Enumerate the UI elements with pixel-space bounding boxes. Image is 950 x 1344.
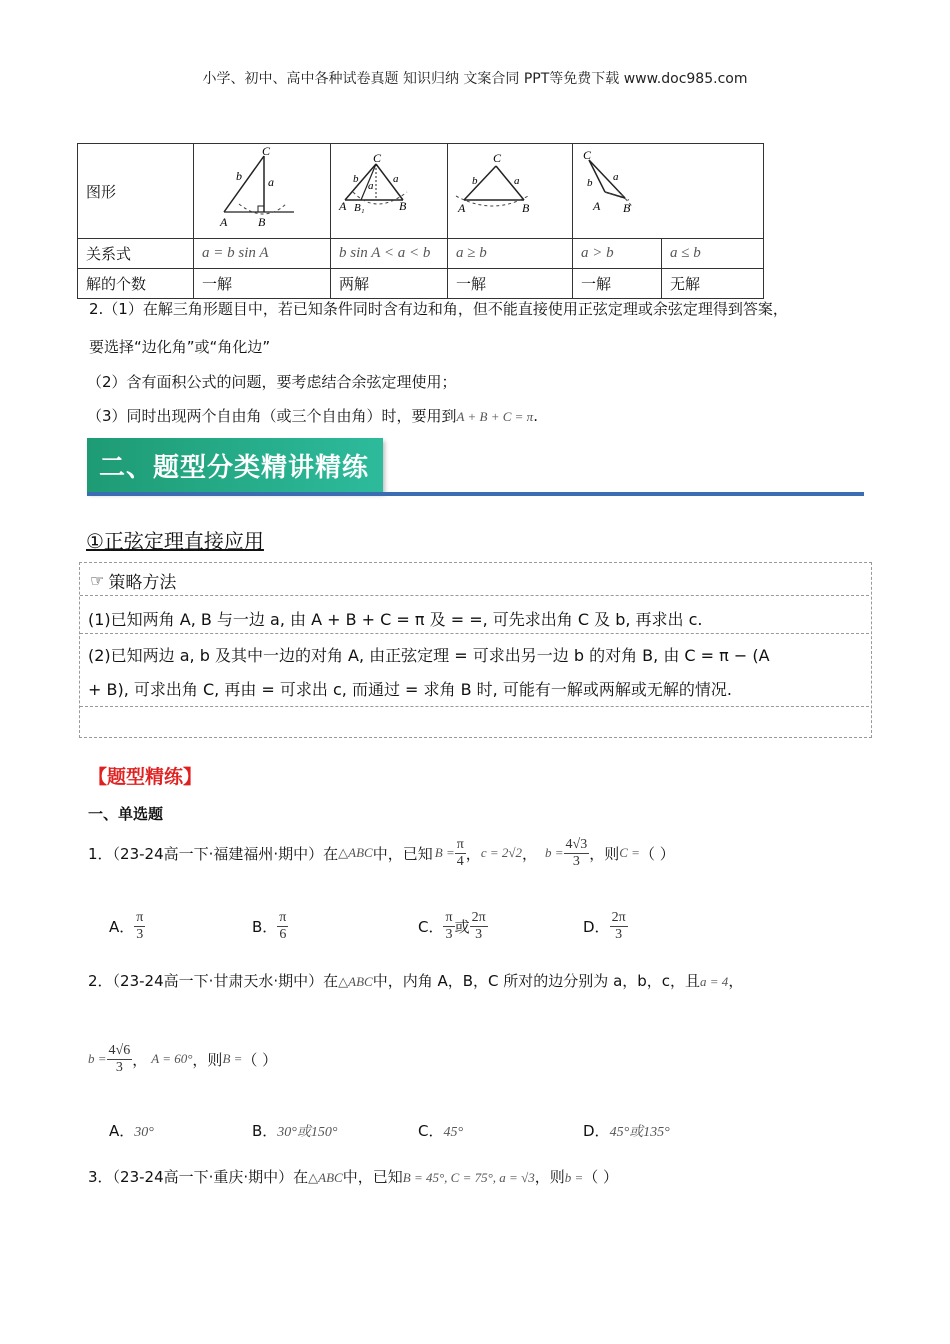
section-rule bbox=[87, 492, 864, 496]
q1-given: 中，已知 bbox=[372, 844, 433, 863]
question-1: 1．（23-24高一下·福建福州·期中）在 △ABC 中，已知 B = $\frac{\pi}{4}$ ， c = 2√2 ， b = $\frac{4√3}{3}$ ，则 C = （ ） bbox=[88, 836, 675, 869]
label-A: A bbox=[593, 199, 601, 213]
note-3-text: （3）同时出现两个自由角（或三个自由角）时，要用到 bbox=[87, 407, 457, 425]
q1-then: ，则 bbox=[589, 844, 620, 863]
q1-option-a[interactable] bbox=[109, 910, 145, 943]
pointing-hand-icon: ☞ bbox=[90, 571, 105, 590]
q2-comma: ， bbox=[728, 972, 744, 990]
label-b: b bbox=[353, 173, 359, 185]
q1-b-frac bbox=[564, 837, 590, 870]
option-or: 或 bbox=[454, 918, 470, 936]
strategy-point-2a: (2)已知两边 a, b 及其中一边的对角 A, 由正弦定理 = 可求出另一边 b 的对角 B, 由 C = π − (A bbox=[88, 646, 770, 665]
frac-den: 3 bbox=[615, 927, 623, 942]
option-frac bbox=[610, 910, 628, 943]
label-B: B bbox=[623, 201, 631, 215]
count-2: 两解 bbox=[331, 269, 448, 299]
note-1a: 2.（1）在解三角形题目中，若已知条件同时含有边和角，但不能直接使用正弦定理或余弦定理得到答案， bbox=[89, 300, 788, 318]
obtuse-figure bbox=[573, 144, 763, 234]
q2-option-a[interactable] bbox=[109, 1120, 154, 1141]
right-triangle-figure bbox=[194, 144, 330, 234]
strategy-point-2b: + B), 可求出角 C, 再由 = 可求出 c, 而通过 = 求角 B 时, 可能有一解或两解或无解的情况. bbox=[88, 680, 732, 699]
label-b: b bbox=[472, 175, 478, 187]
option-text: 45°或135° bbox=[609, 1125, 670, 1140]
option-text: 45° bbox=[443, 1125, 464, 1140]
q2-triangle: △ABC bbox=[338, 974, 373, 989]
option-frac-2 bbox=[470, 910, 488, 943]
relation-5: a ≤ b bbox=[662, 239, 764, 269]
relation-4: a > b bbox=[573, 239, 662, 269]
header-watermark: 小学、初中、高中各种试卷真题 知识归纳 文案合同 PPT等免费下载 www.doc985.com bbox=[202, 71, 748, 87]
figure-3 bbox=[448, 144, 573, 239]
option-letter: A． bbox=[109, 918, 135, 936]
q2-paren: （ ） bbox=[242, 1050, 278, 1069]
q2-A: A = 60° bbox=[151, 1051, 193, 1066]
label-c: C bbox=[373, 151, 382, 165]
q2-b-den: 3 bbox=[115, 1059, 123, 1075]
q1-B-num: π bbox=[456, 836, 464, 852]
q2-then: ，则 bbox=[192, 1050, 223, 1069]
option-frac bbox=[443, 910, 454, 943]
q1-b-lhs: b = bbox=[545, 845, 564, 860]
q1-source: 1．（23-24高一下·福建福州·期中）在 bbox=[88, 844, 339, 863]
option-letter: C． bbox=[418, 918, 444, 936]
count-1: 一解 bbox=[194, 269, 331, 299]
label-c: C bbox=[262, 144, 271, 158]
q2-option-d[interactable] bbox=[583, 1120, 670, 1141]
label-B: B bbox=[399, 199, 407, 213]
frac-den: 3 bbox=[475, 927, 483, 942]
label-c: C bbox=[583, 148, 592, 162]
section-banner-text: 二、题型分类精讲精练 bbox=[99, 453, 370, 483]
frac-num: π bbox=[279, 910, 287, 925]
q1-c: c = 2√2 bbox=[480, 845, 522, 860]
practice-subtitle: 一、单选题 bbox=[88, 805, 164, 823]
option-letter: C． bbox=[418, 1122, 444, 1140]
question-2-line-1 bbox=[88, 970, 743, 991]
q2-b-num: 4√6 bbox=[108, 1042, 131, 1058]
note-1b: 要选择“边化角”或“角化边” bbox=[89, 338, 271, 356]
strategy-row-divider bbox=[80, 706, 869, 707]
strategy-point-1: (1)已知两角 A, B 与一边 a, 由 A + B + C = π 及 = =, 可先求出角 C 及 b, 再求出 c. bbox=[88, 610, 703, 629]
subsection-title: ①正弦定理直接应用 bbox=[86, 529, 264, 553]
q1-B-frac bbox=[455, 837, 466, 870]
q2-given: 中，内角 A，B，C 所对的边分别为 a，b，c，且 bbox=[372, 972, 701, 990]
q1-paren: （ ） bbox=[639, 844, 675, 863]
q3-source: 3．（23-24高一下·重庆·期中）在 bbox=[88, 1168, 309, 1186]
option-text: 30°或150° bbox=[277, 1125, 338, 1140]
frac-den: 3 bbox=[136, 927, 144, 942]
label-B: B bbox=[258, 215, 266, 229]
q1-option-d[interactable] bbox=[583, 910, 628, 943]
q1-triangle: △ABC bbox=[338, 845, 373, 860]
option-letter: B． bbox=[252, 918, 278, 936]
frac-num: 2π bbox=[471, 910, 486, 925]
label-b: b bbox=[587, 177, 593, 189]
row-label-relation: 关系式 bbox=[78, 239, 194, 269]
q2-option-c[interactable] bbox=[418, 1120, 463, 1141]
label-c: C bbox=[493, 151, 502, 165]
note-2: （2）含有面积公式的问题，要考虑结合余弦定理使用； bbox=[87, 373, 457, 391]
section-banner bbox=[87, 438, 383, 492]
q1-ask: C = bbox=[619, 845, 640, 860]
q1-option-c[interactable] bbox=[418, 910, 488, 943]
strategy-header-row bbox=[80, 563, 869, 596]
note-3-math: A + B + C = π bbox=[456, 409, 534, 424]
label-a2: a bbox=[393, 173, 399, 185]
q1-option-b[interactable] bbox=[252, 910, 288, 943]
option-letter: D． bbox=[583, 1122, 610, 1140]
q3-triangle: △ABC bbox=[308, 1170, 343, 1185]
relation-2: b sin A < a < b bbox=[331, 239, 448, 269]
label-a: a bbox=[514, 175, 520, 187]
count-3: 一解 bbox=[448, 269, 573, 299]
q2-b-frac bbox=[107, 1043, 133, 1076]
frac-den: 6 bbox=[279, 927, 287, 942]
acute-one-solution-figure bbox=[448, 144, 572, 234]
q2-ask: B = bbox=[222, 1051, 243, 1066]
q3-given-label: 中，已知 bbox=[342, 1168, 403, 1186]
practice-title: 【题型精练】 bbox=[88, 766, 203, 788]
label-A: A bbox=[458, 201, 466, 215]
q1-B-den: 4 bbox=[456, 853, 464, 869]
option-frac bbox=[277, 910, 288, 943]
count-4: 一解 bbox=[573, 269, 662, 299]
label-a: a bbox=[613, 171, 619, 183]
strategy-header bbox=[90, 568, 176, 593]
option-letter: B． bbox=[252, 1122, 278, 1140]
question-3 bbox=[88, 1166, 618, 1187]
q1-b-num: 4√3 bbox=[565, 836, 588, 852]
q2-option-b[interactable] bbox=[252, 1120, 338, 1141]
note-3-end: . bbox=[533, 407, 538, 425]
label-a: a bbox=[268, 175, 274, 189]
count-5: 无解 bbox=[662, 269, 764, 299]
solution-cases-table bbox=[77, 143, 764, 299]
relation-1: a = b sin A bbox=[194, 239, 331, 269]
label-A: A bbox=[339, 199, 347, 213]
strategy-box bbox=[79, 562, 872, 738]
label-a1: a bbox=[368, 180, 374, 192]
frac-num: π bbox=[136, 910, 144, 925]
option-letter: A． bbox=[109, 1122, 135, 1140]
label-B: B bbox=[522, 201, 530, 215]
question-2-line-2: b = $\frac{4√6}{3}$ ， A = 60° ，则 B = （ ） bbox=[88, 1042, 278, 1075]
q1-B-lhs: B = bbox=[434, 845, 455, 860]
q2-source: 2．（23-24高一下·甘肃天水·期中）在 bbox=[88, 972, 339, 990]
figure-2 bbox=[331, 144, 448, 239]
q2-a: a = 4 bbox=[700, 974, 729, 989]
relation-3: a ≥ b bbox=[448, 239, 573, 269]
figure-4 bbox=[573, 144, 764, 239]
frac-den: 3 bbox=[445, 927, 453, 942]
q3-ask: b = bbox=[564, 1170, 584, 1185]
option-text: 30° bbox=[134, 1125, 154, 1140]
q3-paren: （ ） bbox=[583, 1168, 619, 1186]
note-3 bbox=[87, 405, 538, 426]
label-A: A bbox=[220, 215, 228, 229]
q3-given: B = 45°, C = 75°, a = √3 bbox=[402, 1170, 535, 1185]
option-frac bbox=[134, 910, 145, 943]
frac-num: π bbox=[445, 910, 453, 925]
figure-1 bbox=[194, 144, 331, 239]
row-label-figure: 图形 bbox=[78, 144, 194, 239]
label-B1: B₁ bbox=[354, 202, 365, 214]
two-solution-figure bbox=[331, 144, 447, 234]
label-b: b bbox=[236, 169, 242, 183]
frac-num: 2π bbox=[611, 910, 626, 925]
strategy-title: 策略方法 bbox=[108, 573, 177, 593]
q2-b-lhs: b = bbox=[88, 1051, 107, 1066]
q1-b-den: 3 bbox=[572, 853, 580, 869]
q3-then: ，则 bbox=[534, 1168, 565, 1186]
row-label-count: 解的个数 bbox=[78, 269, 194, 299]
option-letter: D． bbox=[583, 918, 610, 936]
